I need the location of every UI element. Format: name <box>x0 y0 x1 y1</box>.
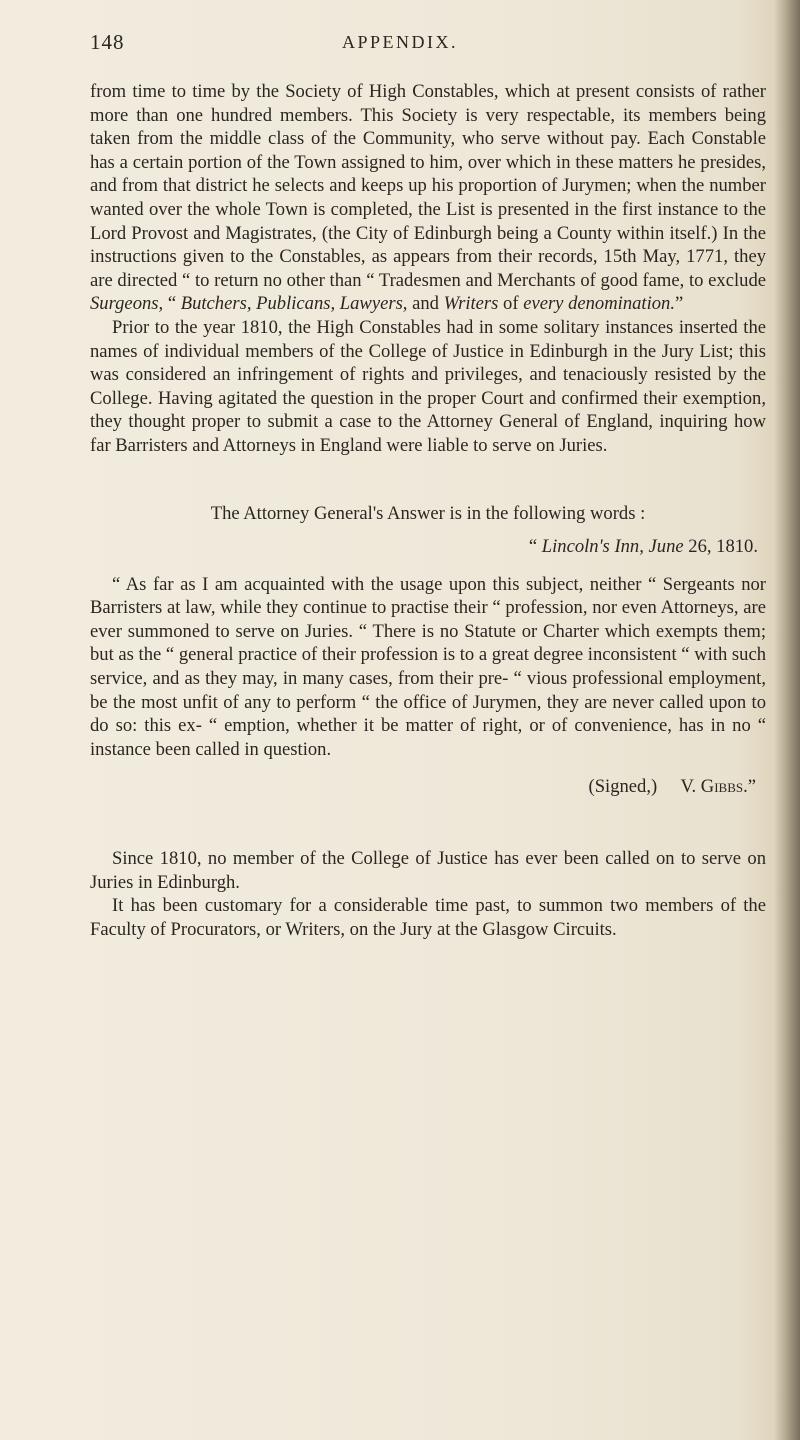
para1-quote-mark: “ <box>163 293 181 315</box>
paragraph-continued <box>90 80 766 316</box>
para1-italic-occupations: Butchers, Publicans, Lawyers, <box>180 293 408 315</box>
para1-of: of <box>498 293 524 315</box>
para1-italic-denomination: every denomination. <box>523 293 675 315</box>
para1-and: and <box>407 293 444 315</box>
signature-line <box>90 775 766 799</box>
dateline-date: 26, 1810. <box>683 536 758 558</box>
answer-intro: The Attorney General's Answer is in the following words : <box>210 502 646 524</box>
para1-italic-surgeons: Surgeons, <box>90 293 164 315</box>
paragraph-glasgow: It has been customary for a considerable time past, to summon two members of the Faculty of Procurators, or Writers, on the Jury at the Glasgow Circuits. <box>90 895 766 940</box>
para1-text: from time to time by the Society of High Constables, which at present consists of rather more than one hundred members. This Society is very respectable, its members being taken from the middle class of the Community, who serve without pay. Each Constable has a certain portion of the Town assigned to him, over which in these matters he presides, and from that district he selects and keeps up his proportion of Jurymen; when the number wanted over the whole Town is completed, the List is presented in the first instance to the Lord Provost and Magistrates, (the City of Edinburgh being a County within itself.) In the instructions given to the Constables, as appears from their records, 15th May, 1771, they are directed “ to return no other than “ Tradesmen and Merchants of good fame, to exclude <box>90 81 766 291</box>
page-number: 148 <box>90 30 125 54</box>
dateline-prefix: “ <box>528 536 542 558</box>
page-content <box>90 80 766 941</box>
running-head: APPENDIX. <box>341 32 458 52</box>
dateline-place: Lincoln's Inn, June <box>541 536 684 558</box>
para1-italic-writers: Writers <box>443 293 499 315</box>
signed-name: V. Gibbs.” <box>680 776 756 798</box>
attorney-general-quote: “ As far as I am acquainted with the usage upon this subject, neither “ Sergeants nor Barristers at law, while they continue to practise their “ profession, nor even Attorneys, are ever summoned to serve on Juries. “ There is no Statute or Charter which exempts them; but as the “ general practice of their profession is to a great degree inconsistent “ with such service, and as they may, in many cases, from their pre- “ vious professional employment, be the most unfit of any to perform “ the office of Jurymen, they are never called upon to do so: this ex- “ emption, whether it be matter of right, or of convenience, has in no “ instance been called in question. <box>90 573 766 760</box>
paragraph-prior-to-1810: Prior to the year 1810, the High Constables had in some solitary instances inserted the names of individual members of the College of Justice in Edinburgh in the Jury List; this was considered an infringement of rights and privileges, and tenaciously resisted by the College. Having agitated the question in the proper Court and confirmed their exemption, they thought proper to submit a case to the Attorney General of England, inquiring how far Barristers and Attorneys in England were liable to serve on Juries. <box>90 316 766 456</box>
signed-label: (Signed,) <box>588 776 658 798</box>
paragraph-since-1810: Since 1810, no member of the College of Justice has ever been called on to serve on Juries in Edinburgh. <box>90 848 766 893</box>
page-edge-shadow <box>774 0 800 1440</box>
page-header <box>0 30 800 66</box>
para1-close-quote: ” <box>675 293 684 315</box>
letter-dateline <box>90 535 766 559</box>
